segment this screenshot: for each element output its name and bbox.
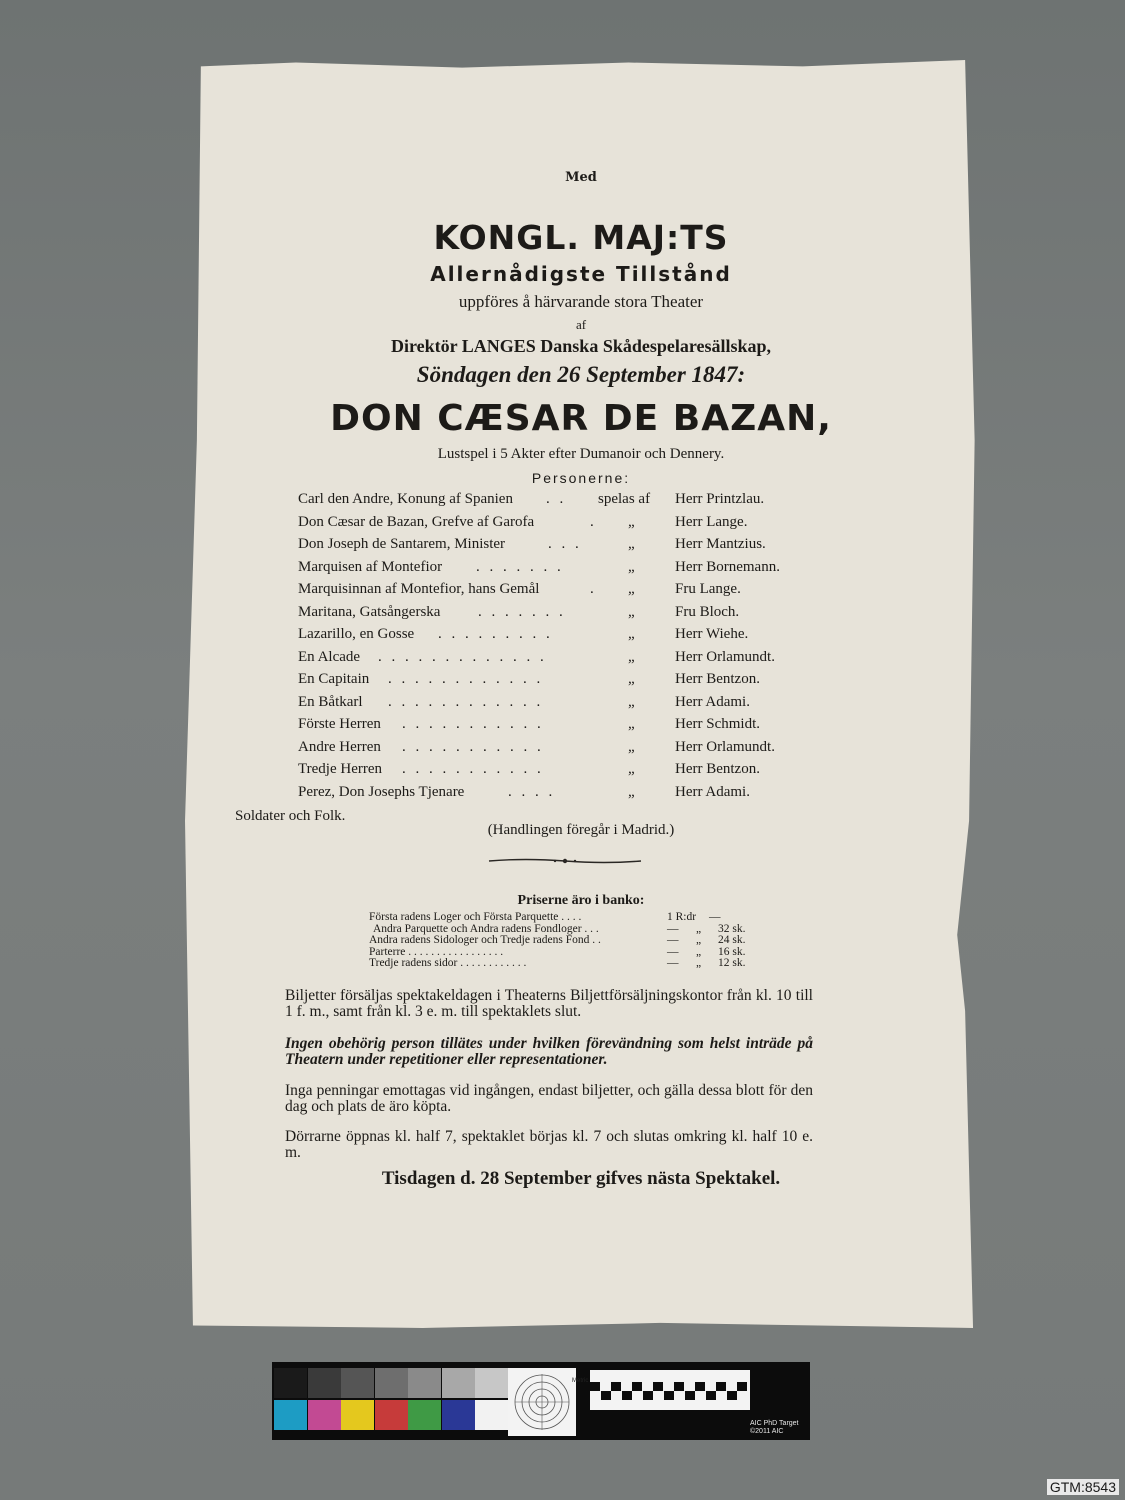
- kongl-heading: KONGL. MAJ:TS: [433, 218, 729, 257]
- cast-dots: . . . . . . . . . . . .: [388, 671, 544, 687]
- cast-ditto: „: [628, 513, 635, 530]
- handling-line: (Handlingen föregår i Madrid.): [487, 822, 675, 838]
- cast-actor: Herr Bentzon.: [675, 761, 760, 777]
- cast-actor: Herr Adami.: [675, 693, 750, 710]
- ruler-block: [632, 1382, 642, 1391]
- target-label-line: AIC PhD Target: [750, 1420, 799, 1427]
- cast-dots: . . . . . . . . . . . . .: [378, 648, 547, 665]
- cast-role: Don Joseph de Santarem, Minister: [298, 536, 506, 552]
- playbill: [185, 60, 977, 1328]
- price-value: „: [696, 957, 702, 969]
- ruler-block: [590, 1382, 600, 1391]
- cast-row: [298, 691, 918, 714]
- cast-role: En Capitain: [298, 671, 370, 687]
- tickets-paragraph: Biljetter försäljas spektakeldagen i Theaterns Biljettförsäljningskontor från kl. 10 till 1 f. m., samt från kl. 3 e. m. till spektaklets slut.: [285, 987, 813, 1020]
- allernadigste-line: Allernådigste Tillstånd: [430, 262, 732, 286]
- cast-row: [298, 601, 918, 624]
- cast-ditto: „: [628, 603, 635, 620]
- swatch-gray: [475, 1368, 508, 1398]
- cast-row: [298, 736, 918, 759]
- cast-row: [298, 713, 918, 736]
- date-line: Söndagen den 26 September 1847:: [416, 362, 746, 387]
- ruler-block: [737, 1382, 747, 1391]
- cast-role: Marquisinnan af Montefior, hans Gemål: [298, 581, 540, 597]
- swatch-gray: [274, 1368, 307, 1398]
- bullseye-target: [508, 1368, 576, 1436]
- med-line: Med: [565, 170, 597, 185]
- bullseye-rings: [513, 1371, 571, 1433]
- price-value: „: [696, 945, 702, 958]
- soldater-line: Soldater och Folk.: [235, 808, 346, 824]
- cast-dots: . . . . . . .: [476, 558, 564, 575]
- target-label: [750, 1420, 799, 1436]
- price-label: Tredje radens sidor . . . . . . . . . . . .: [369, 957, 527, 969]
- ruler-block: [622, 1391, 632, 1400]
- cast-ditto: „: [628, 581, 635, 597]
- price-value: „: [696, 934, 702, 946]
- swatch-color: [408, 1400, 441, 1430]
- swatch-gray: [308, 1368, 341, 1398]
- price-label: Andra radens Sidologer och Tredje radens Fond . .: [369, 934, 601, 946]
- swatch-gray: [408, 1368, 441, 1398]
- ruler-block: [611, 1382, 621, 1391]
- cast-ditto: „: [628, 738, 635, 755]
- ruler-block: [653, 1382, 663, 1391]
- next-show-line: Tisdagen d. 28 September gifves nästa Spektakel.: [381, 1168, 781, 1189]
- cast-actor: Herr Adami.: [675, 783, 750, 800]
- cast-ditto: spelas af: [598, 491, 651, 507]
- cast-ditto: „: [628, 761, 635, 777]
- cast-dots: . . . . . . . . . . .: [402, 716, 544, 732]
- metric-label: Metric: [572, 1378, 589, 1384]
- cast-dots: .: [590, 581, 597, 597]
- cast-role: En Alcade: [298, 648, 361, 665]
- cast-ditto: „: [628, 648, 635, 665]
- cast-actor: Fru Lange.: [675, 581, 741, 597]
- target-label-line: ©2011 AIC: [750, 1428, 784, 1435]
- price-row: [369, 935, 759, 947]
- no-entry-paragraph: Ingen obehörig person tillätes under hvilken förevändning som helst inträde på Theatern under repetitioner eller representationer.: [285, 1035, 813, 1068]
- ruler-block: [685, 1391, 695, 1400]
- cast-actor: Herr Bornemann.: [675, 558, 780, 575]
- cast-row: [298, 511, 918, 534]
- price-value: 32 sk.: [718, 922, 746, 935]
- cast-actor: Herr Wiehe.: [675, 626, 749, 642]
- cast-row: [298, 646, 918, 669]
- cast-row: [298, 623, 918, 646]
- cast-actor: Herr Printzlau.: [675, 491, 765, 507]
- company-line: Direktör LANGES Danska Skådespelaresällskap,: [390, 336, 772, 356]
- price-value: —: [667, 934, 679, 946]
- personerne-heading: Personerne:: [531, 470, 631, 486]
- ruler-block: [601, 1391, 611, 1400]
- cast-list: [298, 488, 918, 803]
- price-value: 24 sk.: [718, 934, 746, 946]
- cast-role: Don Cæsar de Bazan, Grefve af Garofa: [298, 513, 535, 530]
- cast-dots: .: [590, 513, 597, 530]
- cast-dots: . . . .: [508, 783, 556, 800]
- swatch-gray: [442, 1368, 475, 1398]
- swatch-color: [308, 1400, 341, 1430]
- price-value: 12 sk.: [718, 957, 746, 969]
- ornament-divider: [485, 857, 645, 865]
- price-row: [369, 912, 759, 924]
- ruler-block: [664, 1391, 674, 1400]
- cast-actor: Herr Orlamundt.: [675, 738, 775, 755]
- price-value: 16 sk.: [718, 945, 746, 958]
- swatch-color: [442, 1400, 475, 1430]
- metric-ruler: [590, 1370, 750, 1410]
- cast-row: [298, 781, 918, 804]
- cast-ditto: „: [628, 716, 635, 732]
- cast-dots: . .: [546, 491, 567, 507]
- play-title: DON CÆSAR DE BAZAN,: [330, 398, 832, 439]
- color-target-card: [272, 1362, 810, 1440]
- swatch-gray: [341, 1368, 374, 1398]
- cast-role: En Båtkarl: [298, 693, 363, 710]
- swatch-color: [274, 1400, 307, 1430]
- cast-role: Tredje Herren: [298, 761, 383, 777]
- cast-role: Marquisen af Montefior: [298, 558, 443, 575]
- price-value: „: [696, 922, 702, 935]
- cast-actor: Herr Schmidt.: [675, 716, 760, 732]
- cast-row: [298, 533, 918, 556]
- cast-ditto: „: [628, 626, 635, 642]
- ruler-block: [695, 1382, 705, 1391]
- catalog-id: GTM:8543: [1047, 1479, 1119, 1495]
- cast-row: [298, 488, 918, 511]
- cast-dots: . . .: [548, 536, 582, 552]
- cast-dots: . . . . . . . . .: [438, 626, 553, 642]
- cast-row: [298, 578, 918, 601]
- price-value: —: [667, 922, 679, 935]
- cast-dots: . . . . . . . . . . .: [402, 761, 544, 777]
- price-value: —: [667, 957, 679, 969]
- cast-role: Carl den Andre, Konung af Spanien: [298, 491, 513, 507]
- price-row: [369, 958, 759, 970]
- cast-ditto: „: [628, 671, 635, 687]
- doors-paragraph: Dörrarne öppnas kl. half 7, spektaklet börjas kl. 7 och slutas omkring kl. half 10 e. m.: [285, 1128, 813, 1161]
- ruler-block: [643, 1391, 653, 1400]
- cast-ditto: „: [628, 693, 635, 710]
- price-value: —: [667, 945, 679, 958]
- prices-heading: Priserne äro i banko:: [517, 893, 645, 908]
- cast-dots: . . . . . . . . . . .: [402, 738, 544, 755]
- ruler-block: [706, 1391, 716, 1400]
- swatch-color: [341, 1400, 374, 1430]
- ruler-block: [716, 1382, 726, 1391]
- price-label: Andra Parquette och Andra radens Fondloger . . .: [373, 922, 599, 935]
- price-value: —: [709, 911, 721, 923]
- cast-actor: Herr Lange.: [675, 513, 748, 530]
- cast-row: [298, 668, 918, 691]
- swatch-color: [375, 1400, 408, 1430]
- play-subtitle: Lustspel i 5 Akter efter Dumanoir och Dennery.: [437, 446, 725, 462]
- price-list: [369, 912, 759, 970]
- af-line: af: [575, 317, 587, 332]
- price-label: Parterre . . . . . . . . . . . . . . . . .: [369, 945, 504, 958]
- money-paragraph: Inga penningar emottagas vid ingången, endast biljetter, och gälla dessa blott för den dag och plats de äro köpta.: [285, 1082, 813, 1115]
- cast-dots: . . . . . . .: [478, 603, 566, 620]
- price-value: 1 R:dr: [667, 911, 697, 923]
- cast-actor: Herr Bentzon.: [675, 671, 760, 687]
- cast-role: Förste Herren: [298, 716, 381, 732]
- cast-role: Andre Herren: [298, 738, 381, 755]
- price-label: Första radens Loger och Första Parquette . . . .: [369, 911, 582, 923]
- uppfores-line: uppföres å härvarande stora Theater: [458, 292, 704, 311]
- swatch-color: [475, 1400, 508, 1430]
- swatch-gray: [375, 1368, 408, 1398]
- cast-row: [298, 556, 918, 579]
- cast-ditto: „: [628, 536, 635, 552]
- cast-role: Maritana, Gatsångerska: [298, 603, 441, 620]
- ruler-block: [674, 1382, 684, 1391]
- cast-actor: Herr Mantzius.: [675, 536, 766, 552]
- ruler-block: [727, 1391, 737, 1400]
- cast-role: Lazarillo, en Gosse: [298, 626, 415, 642]
- cast-ditto: „: [628, 783, 635, 800]
- cast-role: Perez, Don Josephs Tjenare: [298, 783, 465, 800]
- cast-dots: . . . . . . . . . . . .: [388, 693, 544, 710]
- cast-actor: Fru Bloch.: [675, 603, 740, 620]
- cast-ditto: „: [628, 558, 635, 575]
- cast-actor: Herr Orlamundt.: [675, 648, 775, 665]
- cast-row: [298, 758, 918, 781]
